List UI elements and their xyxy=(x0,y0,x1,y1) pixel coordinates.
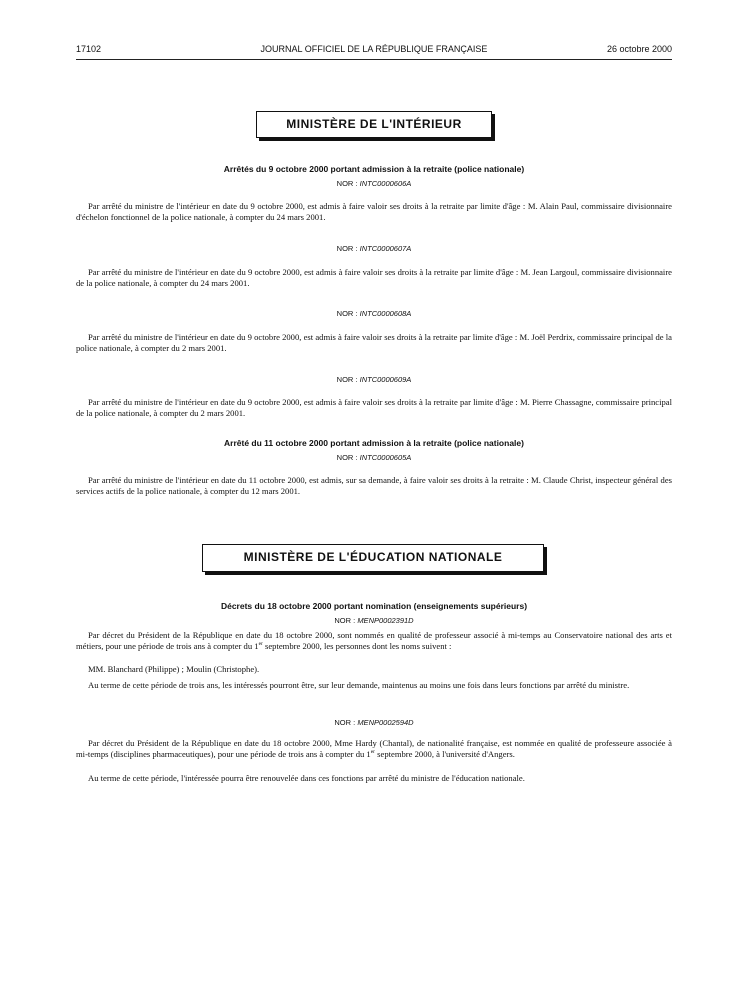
running-header xyxy=(76,44,672,58)
arrete-paragraph: Par arrêté du ministre de l'intérieur en date du 9 octobre 2000, est admis à faire valoir ses droits à la retraite par limite d'âge : M. Jean Largoul, commissaire divisionnaire de la police nationale, à compter du 24 mars 2001. xyxy=(76,267,672,288)
nor-label: NOR : xyxy=(336,375,358,384)
nor-code: INTC0000609A xyxy=(359,375,412,384)
decree-paragraph: Au terme de cette période, l'intéressée pourra être renouvelée dans ces fonctions par arrêté du ministre de l'éducation nationale. xyxy=(88,773,525,783)
arrete-paragraph: Par arrêté du ministre de l'intérieur en date du 9 octobre 2000, est admis à faire valoir ses droits à la retraite par limite d'âge : M. Pierre Chassagne, commissaire principal de la police nationale, à compter du 2 mars 2001. xyxy=(76,397,672,418)
decree-text: Par décret du Président de la République en date du 18 octobre 2000, sont nommés en qualité de professeur associé à mi-temps au Conservatoire national des arts et métiers, pour une période de trois ans à compter du 1 xyxy=(76,630,672,651)
page-number: 17102 xyxy=(76,44,102,54)
arrete-paragraph: Par arrêté du ministre de l'intérieur en date du 9 octobre 2000, est admis à faire valoir ses droits à la retraite par limite d'âge : M. Joël Perdrix, commissaire principal de la police nationale, à compter du 2 mars 2001. xyxy=(76,332,672,353)
nor-label: NOR : xyxy=(336,179,358,188)
header-divider xyxy=(76,59,672,60)
nor-code: INTC0000607A xyxy=(359,244,412,253)
nor-code: MENP0002594D xyxy=(357,718,414,727)
nor-label: NOR : xyxy=(336,309,358,318)
issue-date: 26 octobre 2000 xyxy=(606,44,672,54)
nor-code: MENP0002391D xyxy=(357,616,414,625)
decree-text: Par décret du Président de la République en date du 18 octobre 2000, Mme Hardy (Chantal), de nationalité française, est nommée en qualité de professeure associée à mi-temps (disciplines pharmaceutiques), pour une période de trois ans à compter du 1 xyxy=(76,738,672,759)
nor-code: INTC0000606A xyxy=(359,179,412,188)
ministry-education-heading: MINISTÈRE DE L'ÉDUCATION NATIONALE xyxy=(202,544,544,572)
decree-paragraph xyxy=(76,738,672,759)
nor-code: INTC0000608A xyxy=(359,309,412,318)
nor-label: NOR : xyxy=(336,453,358,462)
section-title-arretes-9-octobre: Arrêtés du 9 octobre 2000 portant admission à la retraite (police nationale) xyxy=(223,164,525,174)
section-title-decrets-18-octobre: Décrets du 18 octobre 2000 portant nomination (enseignements supérieurs) xyxy=(220,601,528,611)
nor-reference xyxy=(76,375,672,384)
nor-reference xyxy=(76,244,672,253)
arrete-paragraph: Par arrêté du ministre de l'intérieur en date du 11 octobre 2000, est admis, sur sa demande, à faire valoir ses droits à la retraite : M. Claude Christ, inspecteur général des services actifs de la police nationale, à compter du 12 mars 2001. xyxy=(76,475,672,496)
decree-paragraph: Au terme de cette période de trois ans, les intéressés pourront être, sur leur demande, maintenus au moins une fois dans leurs fonctions par arrêté du ministre. xyxy=(88,680,630,690)
ministry-interieur-heading: MINISTÈRE DE L'INTÉRIEUR xyxy=(256,111,492,138)
nor-reference xyxy=(76,179,672,188)
journal-title: JOURNAL OFFICIEL DE LA RÉPUBLIQUE FRANÇAISE xyxy=(260,44,488,54)
nor-label: NOR : xyxy=(336,244,358,253)
nor-code: INTC0000605A xyxy=(359,453,412,462)
decree-text: septembre 2000, les personnes dont les noms suivent : xyxy=(262,640,452,651)
nor-label: NOR : xyxy=(334,718,356,727)
nor-reference xyxy=(76,309,672,318)
superscript-ordinal: er xyxy=(370,748,376,755)
nor-reference xyxy=(76,453,672,462)
decree-paragraph-names: MM. Blanchard (Philippe) ; Moulin (Christophe). xyxy=(88,664,260,674)
section-title-arrete-11-octobre: Arrêté du 11 octobre 2000 portant admission à la retraite (police nationale) xyxy=(224,438,524,448)
nor-label: NOR : xyxy=(334,616,356,625)
superscript-ordinal: er xyxy=(258,640,263,647)
decree-paragraph xyxy=(76,630,672,651)
arrete-paragraph: Par arrêté du ministre de l'intérieur en date du 9 octobre 2000, est admis à faire valoir ses droits à la retraite par limite d'âge : M. Alain Paul, commissaire divisionnaire d'échelon fonctionnel de la police nationale, à compter du 24 mars 2001. xyxy=(76,201,672,222)
nor-reference xyxy=(76,616,672,625)
nor-reference xyxy=(76,718,672,727)
decree-text: septembre 2000, à l'université d'Angers. xyxy=(375,748,515,759)
